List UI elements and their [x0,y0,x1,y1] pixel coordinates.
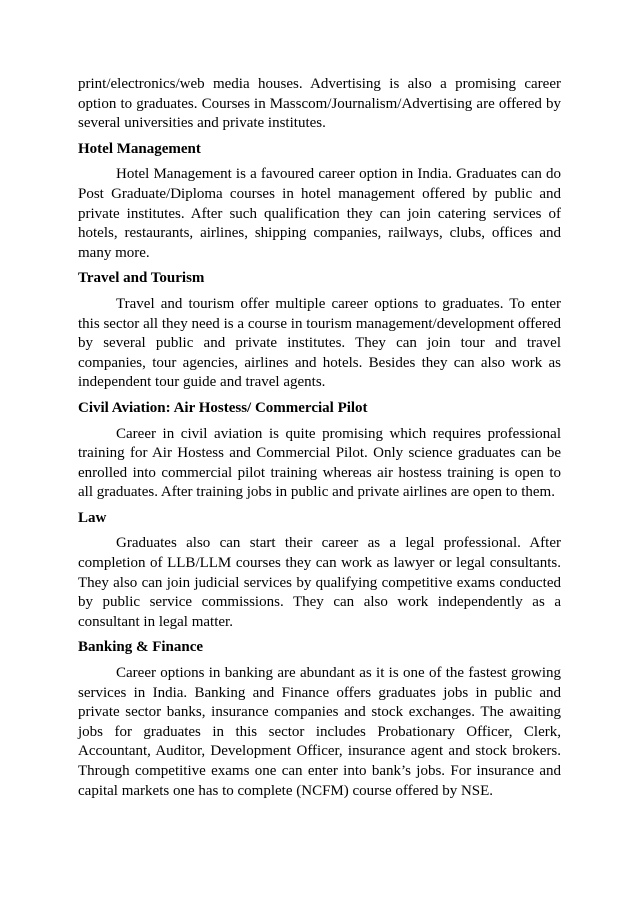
paragraph-law: Graduates also can start their career as a legal professional. After completion of LLB/LLM courses they can work as lawyer or legal consultants. They also can join judicial services by qualifying competitive exams conducted by public service commissions. They can also work independently as a consultant in legal matter. [78,535,561,630]
heading-law: Law [78,509,107,526]
heading-banking-finance: Banking & Finance [78,639,204,656]
paragraph-banking-finance: Career options in banking are abundant as it is one of the fastest growing services in India. Banking and Finance offers graduates jobs in public and private sector banks, insurance companies and stock exchanges. The awaiting jobs for graduates in this sector includes Probationary Officer, Clerk, Accountant, Auditor, Development Officer, insurance agent and stock brokers. Through competitive exams one can enter into bank’s jobs. For insurance and capital markets one has to complete (NCFM) course offered by NSE. [78,665,561,799]
document-page [78,75,561,801]
paragraph-civil-aviation: Career in civil aviation is quite promising which requires professional training for Air Hostess and Commercial Pilot. Only science graduates can be enrolled into commercial pilot training whereas air hostess training is open to all graduates. After training jobs in public and private airlines are open to them. [78,425,561,501]
heading-travel-tourism: Travel and Tourism [78,270,205,287]
paragraph-hotel-management: Hotel Management is a favoured career option in India. Graduates can do Post Graduate/Diploma courses in hotel management offered by public and private institutes. After such qualification they can join catering services of hotels, restaurants, airlines, shipping companies, railways, clubs, offices and many more. [78,166,561,261]
heading-hotel-management: Hotel Management [78,140,201,157]
paragraph-travel-tourism: Travel and tourism offer multiple career options to graduates. To enter this sector all they need is a course in tourism management/development offered by several public and private institutes. They can join tour and travel companies, tour agencies, airlines and hotels. Besides they can also work as independent tour guide and travel agents. [78,295,561,391]
intro-paragraph: print/electronics/web media houses. Advertising is also a promising career option to graduates. Courses in Masscom/Journalism/Advertising are offered by several universities and private institutes. [78,76,561,132]
heading-civil-aviation: Civil Aviation: Air Hostess/ Commercial Pilot [78,399,368,416]
